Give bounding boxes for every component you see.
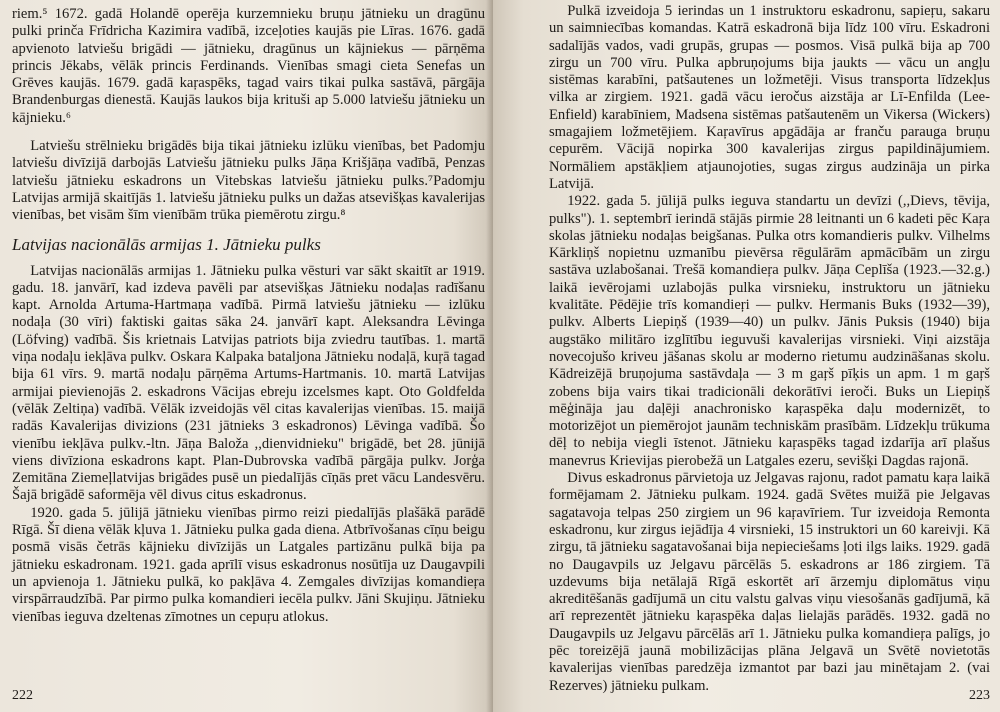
left-paragraph-3: Latvijas nacionālās armijas 1. Jātnieku pulka vēsturi var sākt skaitīt ar 1919. gadu. 18. janvārī, kad izdeva pavēli par atsevišķas Jātnieku nodaļas radīšanu kapt. Arnolda Artuma-Hartmaņa vadībā. Pirmā latviešu jātnieku — izlūku nodaļa (30 vīri) faktiski gaitas sāka 24. janvārī kapt. Aleksandra Lēvinga (Löfving) vadībā. Šis krietnais Latvijas patriots bija zviedru tautības. 1. martā viņa nodaļu iekļāva pulkv. Oskara Kalpaka bataljona Jātnieku nodaļā, kuŗā tagad bija 61 vīrs. 9. martā nodaļu pārņēma Artums-Hartmanis. 10. martā Latvijas armijai pievienojās 2. eskadrons Vācijas ebreju izcelsmes kapt. Oto Goldfelda (vēlāk Zeltiņa) vadībā. Vēlāk izveidojās vēl citas kavalerijas vienības. 15. maijā radās Kavalerijas divizions (231 jātnieks 3 eskadronos) Lēvinga vadībā. Šo vienību iekļāva pulkv.-ltn. Jāņa Baloža ,,dienvidnieku" brigādē, bet 28. jūnijā viens divīziona eskadrons kapt. Plan-Dubrovska vadībā pārgāja pulkv. Jorģa Zemitāna Ziemeļlatvijas brigādes pusē un piedalījās cīņās pret vācu Landesvēru. Šajā brigādē saformēja vēl divus citus eskadronus. [12, 262, 485, 504]
right-page-number: 223 [969, 688, 990, 703]
right-paragraph-1: Pulkā izveidoja 5 ierindas un 1 instruktoru eskadronu, sapieŗu, sakaru un saimniecības komandas. Katrā eskadronā bija līdz 100 vīru. Eskadroni sadalījās vados, vadi grupās, grupas — posmos. Visā pulkā bija ap 700 zirgu un 700 vīru. Pulka apbruņojums bija jaukts — vācu un angļu sistēmas karabīni, patšautenes un ložmetēji. Visus transporta līdzekļus vilka ar zirgiem. 1921. gadā vācu ieročus aizstāja ar Lī-Enfilda (Lee-Enfield) karabīniem, Madsena sistēmas patšautenēm un Vikersa (Wickers) smagajiem ložmetējiem. Kaŗavīrus apgādāja ar franču parauga bruņu cepurēm. Vācijā nopirka 300 kavalerijas zirgus papildinājumiem. Normāliem apstākļiem atjaunojoties, sugas zirgus audzināja un pirka Latvijā. [549, 3, 990, 192]
right-paragraph-2: 1922. gada 5. jūlijā pulks ieguva standartu un devīzi (,,Dievs, tēvija, pulks"). 1. septembrī ierindā stājās pirmie 28 leitnanti un 6 kadeti pēc Kaŗa skolas jātnieku nodaļas beigšanas. Pulka otrs komandieris pulkv. Vilhelms Kārkliņš nopietnu uzmanību pievērsa rēgulārām apmācībām un zirgu sastāva uzlabošanai. Trešā komandieŗa pulkv. Jāņa Ceplīša (1923.—32.g.) laikā ievērojami uzlabojās pulka virsnieku, instruktoru un jātnieku kvalitāte. Pēdējie trīs komandieŗi — pulkv. Hermanis Buks (1932—39), pulkv. Alberts Liepiņš (1939—40) un pulkv. Jānis Puksis (1940) bija augstāko militāro izglītību ieguvuši kavalerijas virsnieki. Viņi aizstāja novecojušo kriveu jāšanas skolu ar moderno rietumu audzināšanas skolu. Kādreizējā bruņojuma sastāvdaļa — 3 m gaŗš pīķis un apm. 1 m gaŗš zobens bija vairs tikai tradicionāli dekorātīvi ieroči. Buks un Liepiņš mēģināja jau daļēji anachronisko kaŗaspēka daļu modernizēt, to motorizējot un piemērojot jaunām techniskām prasībām. Līdzekļu trūkuma dēļ to nebija viegli īstenot. Jātnieku kaŗaspēks tagad izdarīja arī plašus manevrus Krievijas pierobežā un Latgales ezeru, sevišķi Dagdas rajonā. [549, 193, 990, 469]
left-paragraph-1: riem.⁵ 1672. gadā Holandē operēja kurzemnieku bruņu jātnieku un dragūnu pulki prinča Frīdricha Kazimira vadībā, izceļoties kaujās pie Līras. 1676. gadā apvienoto latviešu brigādi — jātnieku, dragūnus un kājniekus — pārņēma princis Jēkabs, vēlāk princis Ferdinands. Vienības smagi cieta Senefas un Grēves kaujās. 1679. gadā kaŗaspēks, tagad vairs tikai pulka sastāvā, pārgāja Brandenburgas dienestā. Kaujās laukos bija krituši ap 5.000 latviešu jātnieku un kājnieku.⁶ [12, 6, 485, 126]
section-heading: Latvijas nacionālās armijas 1. Jātnieku pulks [12, 234, 321, 254]
right-paragraph-3: Divus eskadronus pārvietoja uz Jelgavas rajonu, radot pamatu kaŗa laikā formējamam 2. Jātnieku pulkam. 1924. gadā Svētes muižā pie Jelgavas sagatavoja telpas 250 zirgiem un 96 kaŗavīriem. Tur izveidoja Remonta eskadronu, kur zirgus iejādīja 4 virsnieki, 15 instruktori un 60 kareivji. Kā zirgu, tā jātnieku sagatavošanai bija nepieciešams ļoti ilgs laiks. 1929. gadā no Daugavpils uz Jelgavu pārcēlās 5. eskadrons ar 186 zirgiem. Tā uzdevums bija netālajā Rīgā eskortēt arī ārzemju diplomātus viņu akreditēšanās gadījumā un citu valstu galvas viņu viesošanās gadījumā, kā arī reprezentēt jātnieku kaŗaspēka daļas lielajās parādēs. 1932. gadā no Daugavpils uz Jelgavu pārcēlās arī 1. Jātnieku pulka komandieŗa palīgs, jo pēc toreizējā jaunā mobilizācijas plāna Jelgavā un Svētē novietotās kavalerijas vienības paredzēja izmantot par bazi jau minētajam 2. (vai Rezerves) jātnieku pulkam. [549, 470, 990, 694]
right-page [493, 0, 1000, 712]
left-paragraph-2: Latviešu strēlnieku brigādēs bija tikai jātnieku izlūku vienības, bet Padomju latviešu divīzijā darbojās Latviešu jātnieku pulks Jāņa Krišjāņa vadībā, Penzas latviešu jātnieku eskadrons un Vitebskas latviešu jātnieku pulks.⁷Padomju Latvijas armijā skaitījās 1. latviešu jātnieku pulks un dažas atsevišķas kavalerijas vienības, bet visām šīm vienībām trūka piemērotu zirgu.⁸ [12, 138, 485, 224]
left-page-number: 222 [12, 688, 33, 703]
left-page [0, 0, 493, 712]
left-paragraph-4: 1920. gada 5. jūlijā jātnieku vienības pirmo reizi piedalījās plašākā parādē Rīgā. Šī diena vēlāk kļuva 1. Jātnieku pulka gada diena. Atbrīvošanas cīņu beigu posmā visās četrās kājnieku divīzijās un Latgales partizānu pulkā bija pa jātnieku eskadronam. 1921. gada aprīlī visus eskadronus nosūtīja uz Daugavpili un apvienoja 1. Jātnieku pulkā, ko pakļāva 4. Zemgales divīzijas komandieŗa virspārraudzībā. Par pirmo pulka komandieri iecēla pulkv. Jāni Skujiņu. Jātnieku vienības ieguva dzeltenas zīmotnes un cepuŗu atlokus. [12, 504, 485, 625]
